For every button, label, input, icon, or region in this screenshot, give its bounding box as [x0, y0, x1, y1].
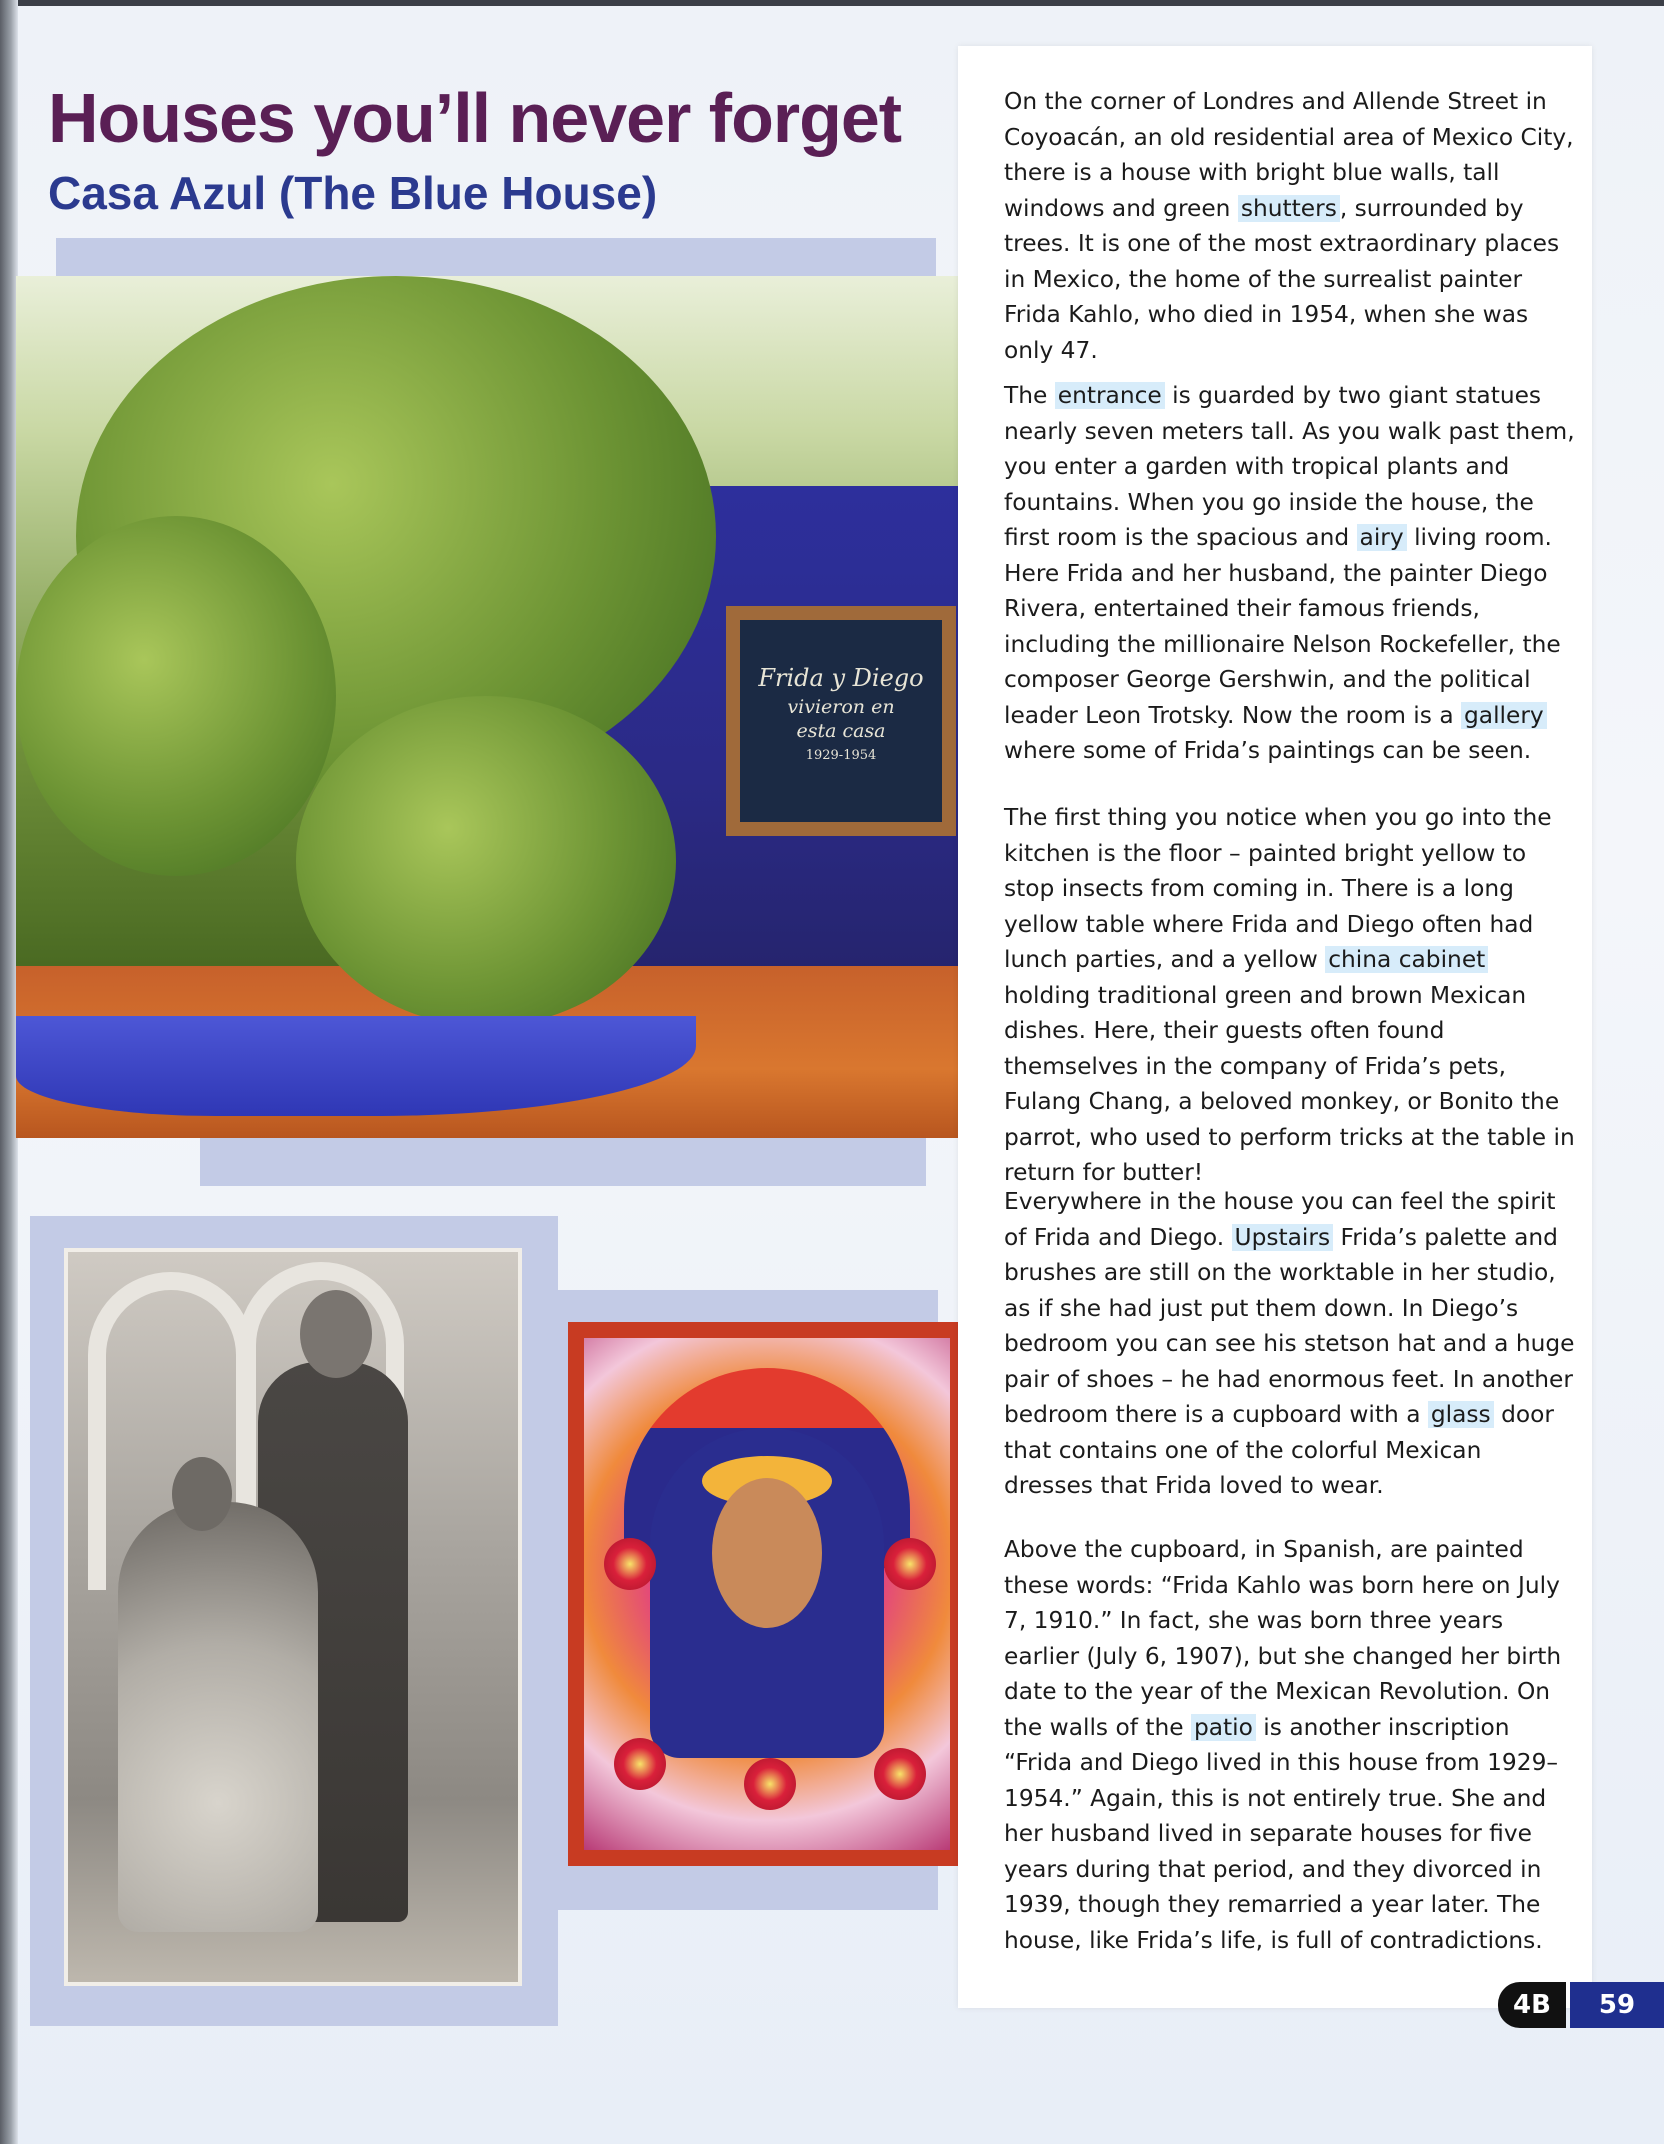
garden-photo [16, 276, 958, 1138]
plaque-line-3: esta casa [796, 720, 886, 742]
wall-plaque [726, 606, 956, 836]
frida-figure [118, 1502, 318, 1932]
portrait-photo [64, 1248, 522, 1986]
painting-flower [744, 1758, 796, 1810]
painting-canvas [584, 1338, 950, 1850]
p1-text: On the corner of Londres and Allende Street in Coyoacán, an old residential area of Mexico City, there is a house with bright blue walls, tall windows and green [1004, 88, 1574, 222]
page-title: Houses you’ll never forget [48, 79, 902, 157]
p2-text: The [1004, 382, 1055, 409]
page-subtitle: Casa Azul (The Blue House) [48, 167, 658, 219]
plaque-line-1: Frida y Diego [758, 664, 924, 692]
page-number: 59 [1570, 1982, 1664, 2028]
vocab-shutters: shutters [1238, 195, 1340, 222]
p5-text-end: is another inscription “Frida and Diego lived in this house from 1929–1954.” Again, this is not entirely true. She and her husband lived in separate houses for five years during that period, and they divorced in 1939, though they remarried a year later. The house, like Frida’s life, is full of contradictions. [1004, 1713, 1559, 1954]
diego-head [300, 1290, 372, 1378]
p5-text: Above the cupboard, in Spanish, are painted these words: “Frida Kahlo was born here on July 7, 1910.” In fact, she was born three years earlier (July 6, 1907), but she changed her birth date to the year of the Mexican Revolution. On the walls of the [1004, 1536, 1562, 1741]
self-portrait-painting [568, 1322, 966, 1866]
vocab-upstairs: Upstairs [1232, 1224, 1334, 1251]
photo-band-top [56, 238, 936, 278]
p4-text: Everywhere in the house you can feel the spirit of Frida and Diego. [1004, 1188, 1556, 1251]
frida-head [172, 1457, 232, 1531]
painting-flower [884, 1538, 936, 1590]
vocab-patio: patio [1191, 1714, 1256, 1741]
p2-text-mid2: living room. Here Frida and her husband, the painter Diego Rivera, entertained their famous friends, including the millionaire Nelson Rockefeller, the composer George Gershwin, and the political leader Leon Trotsky. Now the room is a [1004, 524, 1561, 729]
unit-tab: 4B [1498, 1982, 1566, 2028]
vocab-glass: glass [1428, 1401, 1494, 1428]
vocab-china-cabinet: china cabinet [1325, 946, 1488, 973]
vocab-entrance: entrance [1055, 382, 1165, 409]
p1-text-end: , surrounded by trees. It is one of the most extraordinary places in Mexico, the home of the surrealist painter Frida Kahlo, who died in 1954, when she was only 47. [1004, 194, 1560, 364]
vocab-gallery: gallery [1461, 702, 1547, 729]
article-paragraph-4 [1004, 1184, 1576, 1504]
p3-text: The first thing you notice when you go into the kitchen is the floor – painted bright yellow to stop insects from coming in. There is a long yellow table where Frida and Diego often had lunch parties, and a yellow [1004, 804, 1552, 973]
p4-text-mid: Frida’s palette and brushes are still on the worktable in her studio, as if she had just put them down. In Diego’s bedroom you can see his stetson hat and a huge pair of shoes – he had enormous feet. In another bedroom there is a cupboard with a [1004, 1223, 1575, 1428]
painting-flower [874, 1748, 926, 1800]
p3-text-end: holding traditional green and brown Mexican dishes. Here, their guests often found themselves in the company of Frida’s pets, Fulang Chang, a beloved monkey, or Bonito the parrot, who used to perform tricks at the table in return for butter! [1004, 981, 1575, 1186]
article-paragraph-2 [1004, 378, 1576, 769]
shrub [296, 696, 676, 1026]
plaque-line-4: 1929-1954 [805, 748, 877, 763]
painting-flower [614, 1738, 666, 1790]
p2-text-end: where some of Frida’s paintings can be seen. [1004, 737, 1532, 764]
article-paragraph-5 [1004, 1532, 1576, 1958]
p2-text-mid: is guarded by two giant statues nearly seven meters tall. As you walk past them, you enter a garden with tropical plants and fountains. When you go inside the house, the first room is the spacious and [1004, 382, 1575, 551]
p4-text-end: door that contains one of the colorful Mexican dresses that Frida loved to wear. [1004, 1401, 1554, 1499]
article-paragraph-3 [1004, 800, 1576, 1191]
page-top-edge [0, 0, 1664, 6]
plaque-line-2: vivieron en [787, 696, 895, 718]
painting-flower [604, 1538, 656, 1590]
vocab-airy: airy [1357, 524, 1407, 551]
painting-face [712, 1478, 822, 1628]
tree-foliage [16, 516, 336, 876]
article-paragraph-1 [1004, 84, 1576, 368]
photo-band-middle [200, 1136, 926, 1186]
